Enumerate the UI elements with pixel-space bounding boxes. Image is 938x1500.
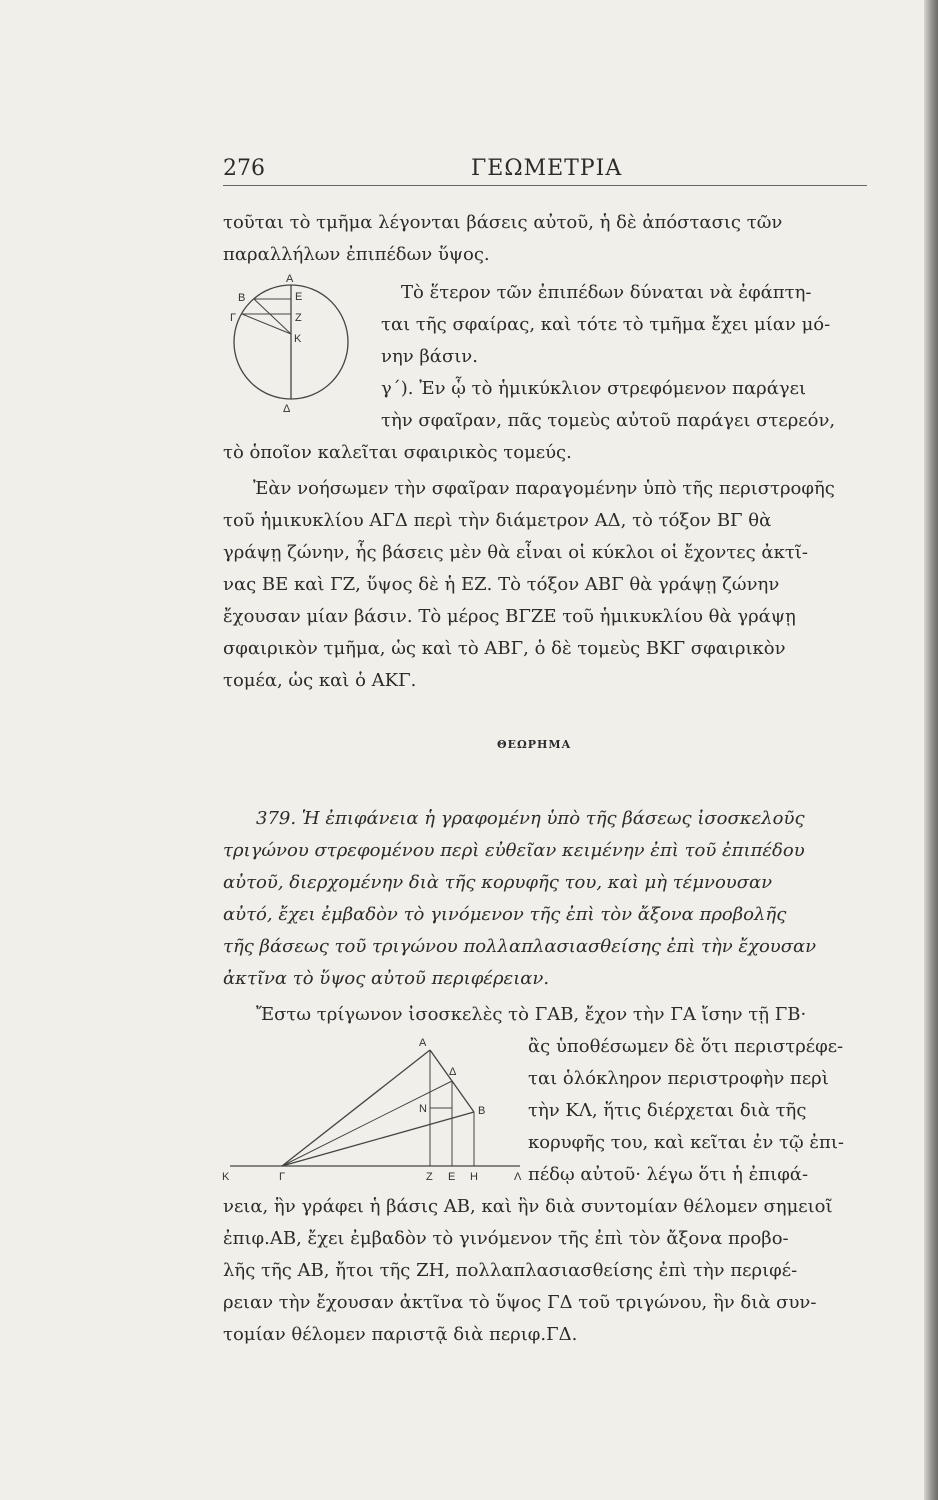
theorem-line: αὐτοῦ, διερχομένην διὰ τῆς κορυφῆς του, καὶ μὴ τέμνουσαν xyxy=(223,872,773,893)
text-line: νας ΒΕ καὶ ΓΖ, ὕψος δὲ ἡ ΕΖ. Τὸ τόξον ΑΒΓ θὰ γράψῃ ζώνην xyxy=(223,574,780,595)
label-L: Λ xyxy=(514,1171,522,1183)
text-line: τομέα, ὡς καὶ ὁ ΑΚΓ. xyxy=(223,670,417,691)
text-line: ἔχουσαν μίαν βάσιν. Τὸ μέρος ΒΓΖΕ τοῦ ἡμικυκλίου θὰ γράψῃ xyxy=(223,606,796,627)
side-GA xyxy=(282,1050,430,1166)
segment-GK xyxy=(242,314,291,334)
text-line: Ἐὰν νοήσωμεν τὴν σφαῖραν παραγομένην ὑπὸ τῆς περιστροφῆς xyxy=(253,478,835,499)
text-line: γράψῃ ζώνην, ἧς βάσεις μὲν θὰ εἶναι οἱ κύκλοι οἱ ἔχοντες ἀκτῖ- xyxy=(223,542,808,563)
text-line: τοῦ ἡμικυκλίου ΑΓΔ περὶ τὴν διάμετρον ΑΔ, τὸ τόξον ΒΓ θὰ xyxy=(223,510,772,531)
segment-BK xyxy=(254,299,291,334)
text-line: παραλλήλων ἐπιπέδων ὕψος. xyxy=(223,244,490,265)
text-line: σφαιρικὸν τμῆμα, ὡς καὶ τὸ ΑΒΓ, ὁ δὲ τομεὺς ΒΚΓ σφαιρικὸν xyxy=(223,638,786,659)
label-A: Α xyxy=(419,1037,427,1049)
text-line: τὴν σφαῖραν, πᾶς τομεὺς αὐτοῦ παράγει στερεόν, xyxy=(381,410,836,431)
label-E: Ε xyxy=(295,291,303,303)
theorem-line: τριγώνου στρεφομένου περὶ εὐθεῖαν κειμένην ἐπὶ τοῦ ἐπιπέδου xyxy=(223,840,805,861)
page-number: 276 xyxy=(223,156,265,181)
text-line: νεια, ἣν γράφει ἡ βάσις ΑΒ, καὶ ἣν διὰ συντομίαν θέλομεν σημειοῖ xyxy=(223,1196,833,1217)
triangle-figure xyxy=(222,1030,532,1190)
label-Z: Ζ xyxy=(426,1171,433,1183)
label-D: Δ xyxy=(449,1066,457,1078)
sphere-figure xyxy=(228,270,358,420)
label-K: Κ xyxy=(294,333,302,345)
text-line: πέδῳ αὐτοῦ· λέγω ὅτι ἡ ἐπιφά- xyxy=(528,1164,809,1185)
side-GB xyxy=(282,1112,474,1166)
label-Z: Ζ xyxy=(295,312,302,324)
label-B: Β xyxy=(478,1105,486,1117)
text-line: τοῦται τὸ τμῆμα λέγονται βάσεις αὐτοῦ, ἡ δὲ ἀπόστασις τῶν xyxy=(223,212,783,233)
text-line: νην βάσιν. xyxy=(381,346,478,367)
text-line: γ΄). Ἐν ᾧ τὸ ἡμικύκλιον στρεφόμενον παράγει xyxy=(381,378,807,399)
text-line: ται ὁλόκληρον περιστροφὴν περὶ xyxy=(528,1068,829,1089)
theorem-line: 379. Ἡ ἐπιφάνεια ἡ γραφομένη ὑπὸ τῆς βάσεως ἰσοσκελοῦς xyxy=(256,808,805,829)
theorem-line: αὐτό, ἔχει ἐμβαδὸν τὸ γινόμενον τῆς ἐπὶ τὸν ἄξονα προβολῆς xyxy=(223,904,787,925)
text-line: Τὸ ἕτερον τῶν ἐπιπέδων δύναται νὰ ἐφάπτη- xyxy=(401,282,812,303)
running-title: ΓΕΩΜΕΤΡΙΑ xyxy=(471,156,623,181)
label-N: Ν xyxy=(419,1103,427,1115)
text-line: ἐπιφ.ΑΒ, ἔχει ἐμβαδὸν τὸ γινόμενον τῆς ἐπὶ τὸν ἄξονα προβο- xyxy=(223,1228,789,1249)
header-rule xyxy=(223,185,867,186)
height-GD xyxy=(282,1081,452,1166)
label-H: Η xyxy=(470,1171,478,1183)
text-line: ἂς ὑποθέσωμεν δὲ ὅτι περιστρέφε- xyxy=(528,1036,844,1057)
label-G: Γ xyxy=(230,312,237,324)
text-line: κορυφῆς του, καὶ κεῖται ἐν τῷ ἐπι- xyxy=(528,1132,845,1153)
label-D: Δ xyxy=(283,403,291,415)
theorem-heading: ΘΕΩΡΗΜΑ xyxy=(497,738,572,751)
page-edge xyxy=(924,0,938,1500)
text-line: Ἔστω τρίγωνον ἰσοσκελὲς τὸ ΓΑΒ, ἔχον τὴν ΓΑ ἴσην τῇ ΓΒ· xyxy=(256,1004,807,1025)
theorem-line: ἀκτῖνα τὸ ὕψος αὐτοῦ περιφέρειαν. xyxy=(223,968,550,989)
page-header xyxy=(223,150,867,186)
text-line: ται τῆς σφαίρας, καὶ τότε τὸ τμῆμα ἔχει μίαν μό- xyxy=(381,314,831,335)
text-line: λῆς τῆς ΑΒ, ἤτοι τῆς ΖΗ, πολλαπλασιασθείσης ἐπὶ τὴν περιφέ- xyxy=(223,1260,798,1281)
text-line: ρειαν τὴν ἔχουσαν ἀκτῖνα τὸ ὕψος ΓΔ τοῦ τριγώνου, ἣν διὰ συν- xyxy=(223,1292,817,1313)
label-A: Α xyxy=(286,273,294,285)
label-G: Γ xyxy=(279,1171,286,1183)
text-line: τὸ ὁποῖον καλεῖται σφαιρικὸς τομεύς. xyxy=(223,442,572,463)
label-K: Κ xyxy=(222,1171,230,1183)
label-B: Β xyxy=(238,292,246,304)
label-E: Ε xyxy=(448,1171,456,1183)
text-line: τὴν ΚΛ, ἥτις διέρχεται διὰ τῆς xyxy=(528,1100,807,1121)
text-line: τομίαν θέλομεν παριστᾷ διὰ περιφ.ΓΔ. xyxy=(223,1324,578,1345)
theorem-line: τῆς βάσεως τοῦ τριγώνου πολλαπλασιασθείσης ἐπὶ τὴν ἔχουσαν xyxy=(223,936,817,957)
